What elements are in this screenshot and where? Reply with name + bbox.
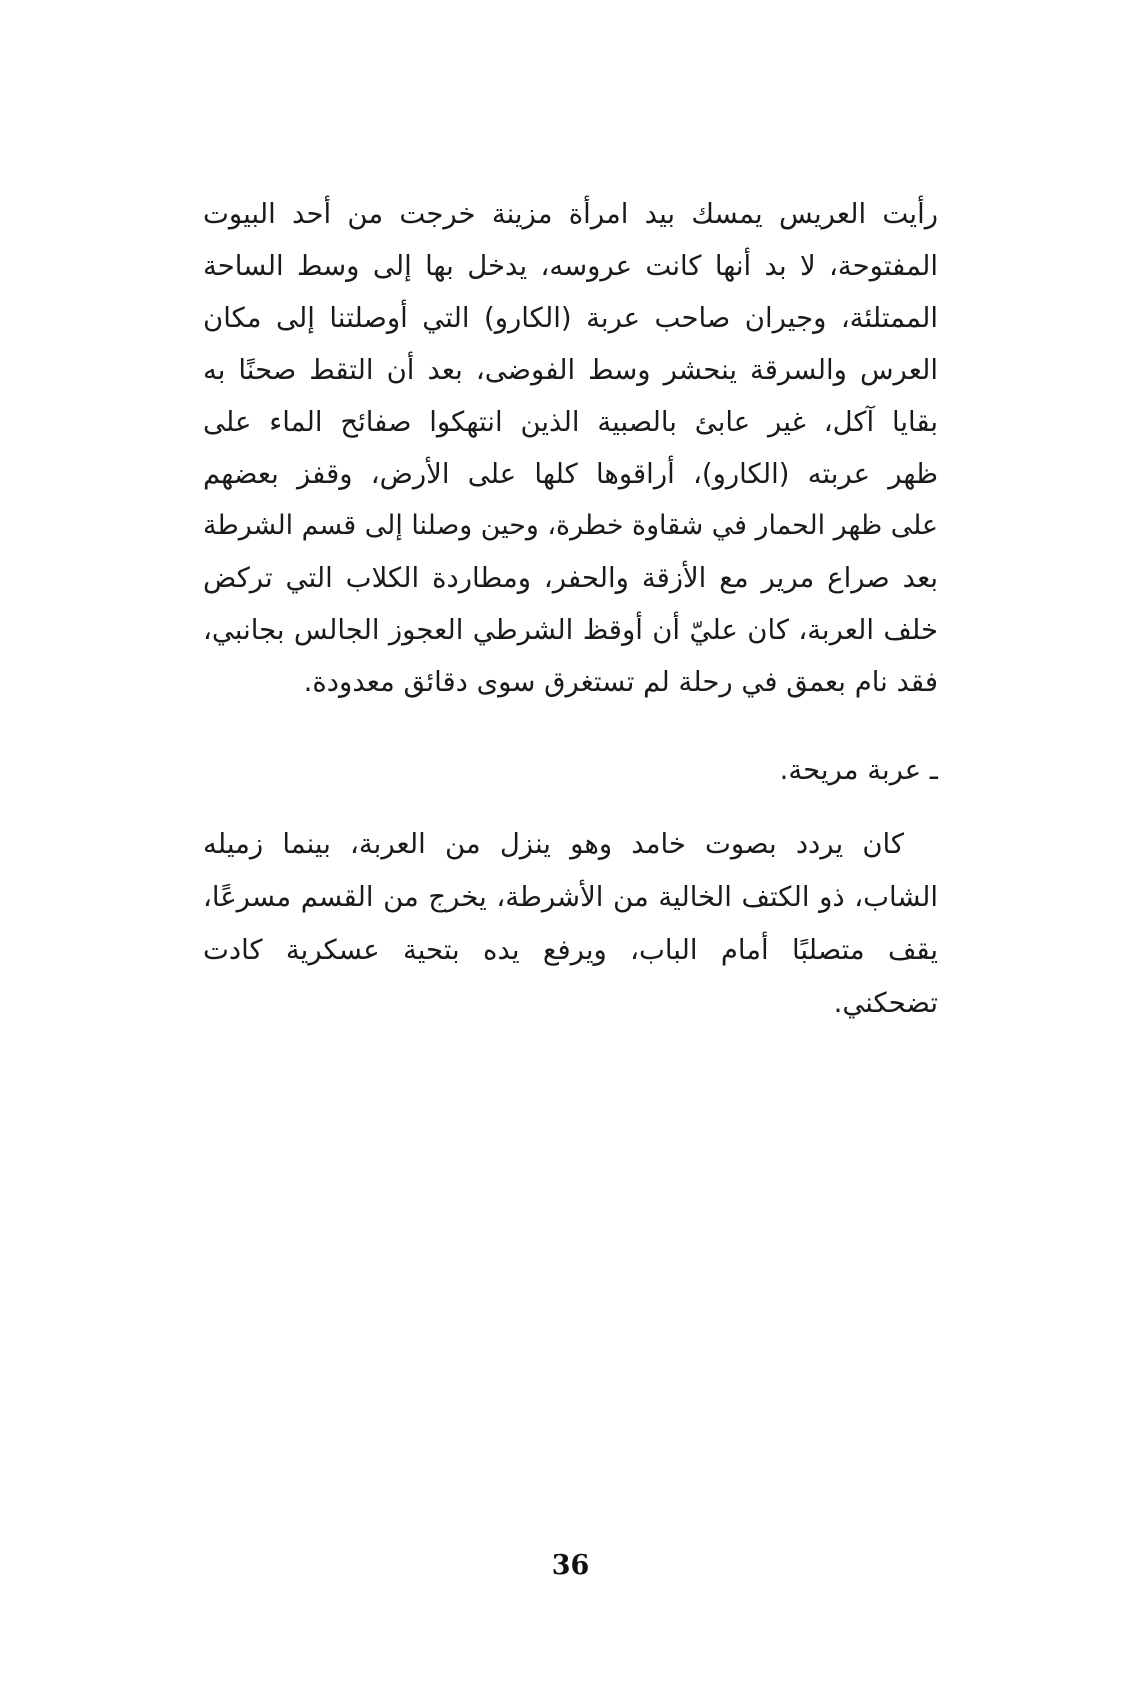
paragraph-1-line: ظهر عربته (الكارو)، أراقوها كلها على الأرض، وقفز بعضهم bbox=[203, 458, 938, 490]
paragraph-1-line: العرس والسرقة ينحشر وسط الفوضى، بعد أن التقط صحنًا به bbox=[203, 354, 938, 386]
paragraph-1-line: المفتوحة، لا بد أنها كانت عروسه، يدخل بها إلى وسط الساحة bbox=[203, 250, 938, 282]
paragraph-2-line: تضحكني. bbox=[833, 987, 938, 1019]
paragraph-1 bbox=[203, 188, 938, 708]
paragraph-2-line: يقف متصلبًا أمام الباب، ويرفع يده بتحية عسكرية كادت bbox=[203, 934, 938, 966]
paragraph-1-line: رأيت العريس يمسك بيد امرأة مزينة خرجت من أحد البيوت bbox=[203, 198, 938, 230]
paragraph-1-line: فقد نام بعمق في رحلة لم تستغرق سوى دقائق معدودة. bbox=[303, 666, 938, 698]
paragraph-2 bbox=[203, 818, 938, 1030]
paragraph-1-line: بعد صراع مرير مع الأزقة والحفر، ومطاردة الكلاب التي تركض bbox=[203, 562, 938, 594]
paragraph-1-line: الممتلئة، وجيران صاحب عربة (الكارو) التي أوصلتنا إلى مكان bbox=[203, 302, 938, 334]
dialogue-line: ـ عربة مريحة. bbox=[779, 754, 938, 786]
paragraph-1-line: بقايا آكل، غير عابئ بالصبية الذين انتهكوا صفائح الماء على bbox=[203, 406, 938, 438]
paragraph-2-line: كان يردد بصوت خامد وهو ينزل من العربة، بينما زميله bbox=[203, 828, 904, 860]
page-number: 36 bbox=[551, 1550, 590, 1581]
paragraph-1-line: خلف العربة، كان عليّ أن أوقظ الشرطي العجوز الجالس بجانبي، bbox=[203, 614, 938, 646]
paragraph-1-line: على ظهر الحمار في شقاوة خطرة، وحين وصلنا إلى قسم الشرطة bbox=[203, 510, 938, 541]
paragraph-2-line: الشاب، ذو الكتف الخالية من الأشرطة، يخرج من القسم مسرعًا، bbox=[203, 881, 938, 913]
